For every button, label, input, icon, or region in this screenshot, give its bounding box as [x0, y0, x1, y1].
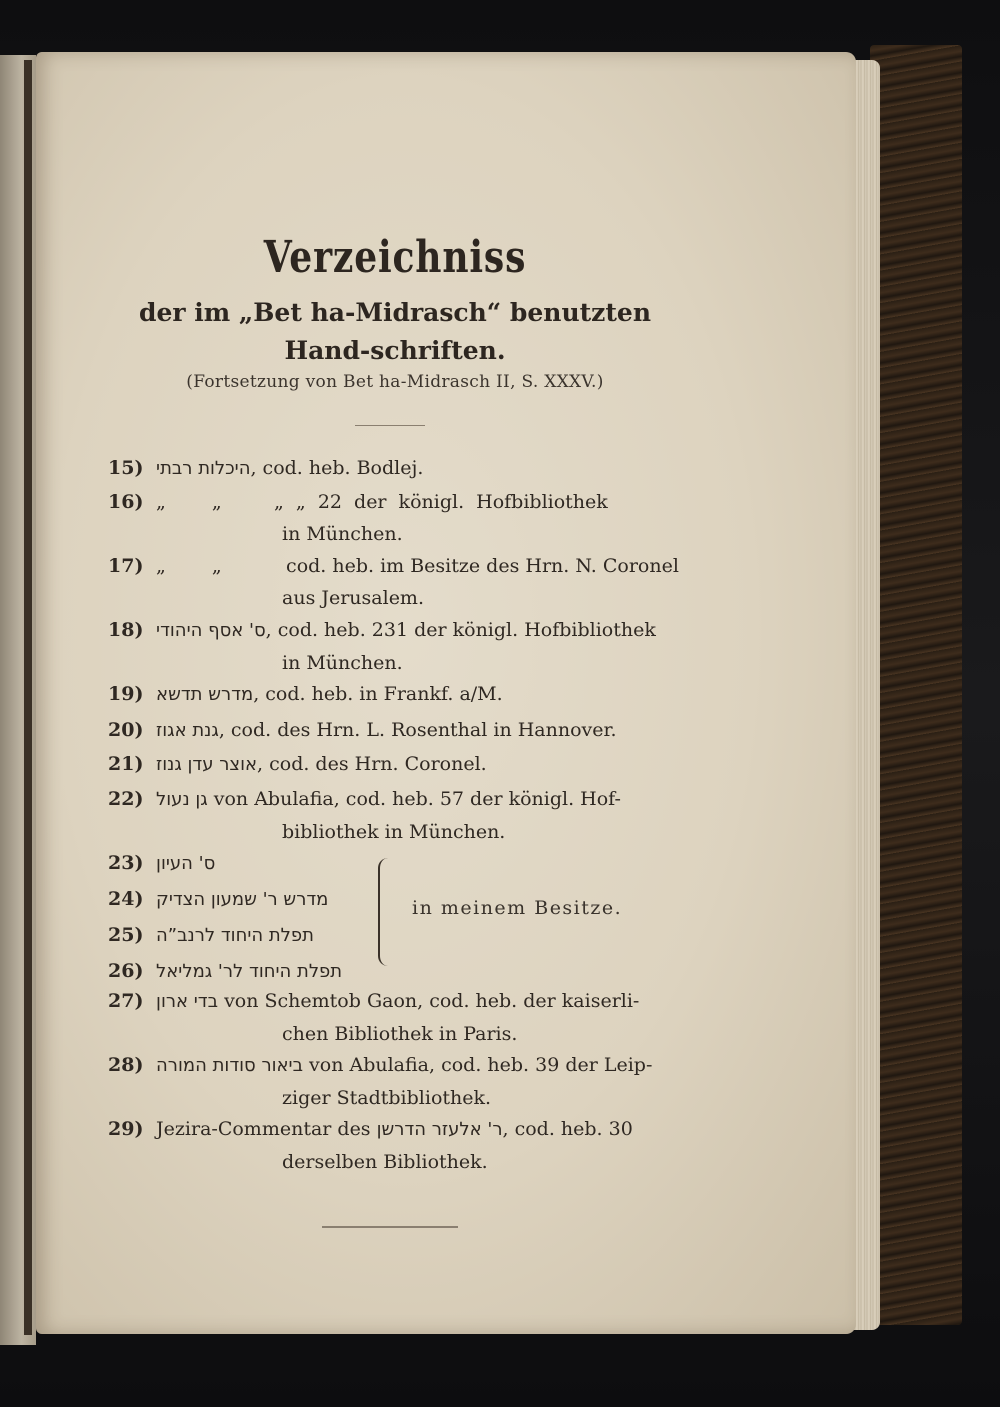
hebrew-title: מדרש תדשא: [156, 684, 254, 705]
entry-prefix: Jezira-Commentar des: [156, 1118, 377, 1140]
list-item: [108, 678, 698, 711]
entry-text: , cod. des Hrn. Coronel.: [257, 753, 487, 775]
entry-continuation: bibliothek in München.: [282, 821, 506, 843]
entry-continuation: ziger Stadtbibliothek.: [282, 1087, 492, 1109]
list-item: [108, 714, 698, 747]
curly-brace: [378, 858, 394, 966]
entry-text: , cod. heb. 30: [502, 1118, 633, 1140]
hebrew-title: ר' אלעזר הדרשן: [376, 1119, 503, 1140]
list-item: [108, 917, 698, 953]
entry-number: 19): [108, 683, 144, 705]
book-cover: [870, 45, 962, 1325]
divider-top: [355, 425, 425, 426]
list-item: [108, 845, 698, 881]
entry-continuation: in München.: [282, 523, 403, 545]
hebrew-title: בדי ארון: [156, 991, 219, 1012]
book-spine: [24, 60, 32, 1335]
hebrew-title: ס' אסף היהודי: [156, 620, 266, 641]
hebrew-title: תפלת היחוד לר' גמליאל: [156, 961, 343, 982]
entry-text: von Schemtob Gaon, cod. heb. der kaiserli-: [218, 990, 640, 1012]
entry-number: 21): [108, 753, 144, 775]
entry-number: 23): [108, 852, 144, 874]
entry-number: 27): [108, 990, 144, 1012]
entry-number: 16): [108, 491, 144, 513]
entry-number: 26): [108, 960, 144, 982]
entry-number: 18): [108, 619, 144, 641]
page-subtitle: [100, 294, 690, 370]
ditto-marks: „ „: [156, 555, 242, 577]
list-item: [108, 614, 698, 679]
entry-text: „ „ 22 der königl. Hofbibliothek: [274, 491, 608, 513]
hebrew-title: אוצר עדן גנוז: [156, 754, 258, 775]
entry-text: , cod. des Hrn. L. Rosenthal in Hannover.: [218, 719, 617, 741]
page-title: Verzeichniss: [263, 232, 527, 283]
continuation-note: (Fortsetzung von Bet ha-Midrasch II, S. XXXV.): [186, 372, 604, 392]
list-item: [108, 748, 698, 781]
group-label: in meinem Besitze.: [412, 897, 623, 919]
hebrew-title: גנת אגוז: [156, 720, 219, 741]
entry-number: 17): [108, 555, 144, 577]
entry-continuation: derselben Bibliothek.: [282, 1151, 488, 1173]
hebrew-title: תפלת היחוד לרנב”ה: [156, 925, 314, 946]
divider-bottom: [322, 1226, 458, 1228]
entry-number: 15): [108, 457, 144, 479]
list-item: [108, 452, 698, 485]
ditto-marks: „ „: [156, 491, 242, 513]
entry-text: von Abulafia, cod. heb. 57 der königl. Hof-: [207, 788, 621, 810]
list-item: [108, 783, 698, 848]
entry-number: 22): [108, 788, 144, 810]
entry-text: , cod. heb. 231 der königl. Hofbibliothek: [265, 619, 656, 641]
list-item: [108, 953, 698, 989]
hebrew-title: היכלות רבתי: [156, 458, 251, 479]
list-item: [108, 1049, 698, 1114]
entry-text: , cod. heb. Bodlej.: [250, 457, 424, 479]
list-item: [108, 486, 698, 550]
subtitle-text: der im „Bet ha-Midrasch“ benutzten Hand-schriften.: [138, 298, 652, 365]
entry-text: , cod. heb. in Frankf. a/M.: [253, 683, 503, 705]
entry-number: 20): [108, 719, 144, 741]
hebrew-title: ס' העיון: [156, 853, 216, 874]
entry-text: cod. heb. im Besitze des Hrn. N. Coronel: [286, 555, 679, 577]
hebrew-title: גן נעול: [156, 789, 208, 810]
hebrew-title: מדרש ר' שמעון הצדיק: [156, 889, 329, 910]
entry-number: 25): [108, 924, 144, 946]
entry-text: von Abulafia, cod. heb. 39 der Leip-: [302, 1054, 653, 1076]
list-item: [108, 1113, 698, 1178]
entry-continuation: chen Bibliothek in Paris.: [282, 1023, 518, 1045]
entry-number: 29): [108, 1118, 144, 1140]
entry-continuation: in München.: [282, 652, 403, 674]
hebrew-title: ביאור סודות המורה: [156, 1055, 303, 1076]
entry-number: 28): [108, 1054, 144, 1076]
entry-number: 24): [108, 888, 144, 910]
list-item: [108, 550, 698, 614]
list-item: [108, 985, 698, 1050]
entry-continuation: aus Jerusalem.: [282, 587, 424, 609]
